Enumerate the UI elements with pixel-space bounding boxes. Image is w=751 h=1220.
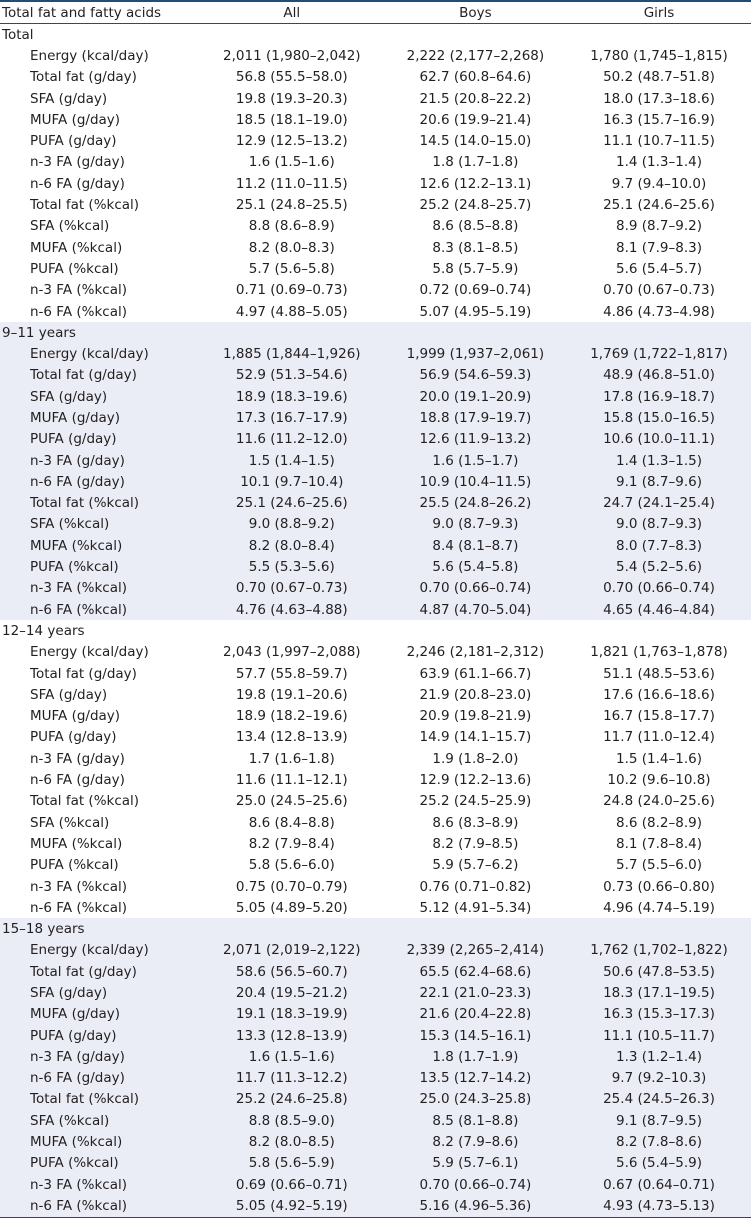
cell-girls: 1,769 (1,722–1,817): [590, 346, 728, 363]
cell-boys: 63.9 (61.1–66.7): [419, 665, 532, 682]
row-label: PUFA (%kcal): [30, 260, 119, 277]
row-label: SFA (%kcal): [30, 814, 110, 831]
row-label: n-6 FA (g/day): [30, 175, 125, 192]
cell-boys: 25.0 (24.3–25.8): [419, 1091, 532, 1108]
table-row: [0, 642, 751, 663]
section-title-row: [0, 322, 751, 343]
cell-girls: 1.3 (1.2–1.4): [615, 1048, 702, 1065]
cell-boys: 8.6 (8.3–8.9): [432, 814, 519, 831]
cell-all: 25.0 (24.5–25.6): [235, 793, 348, 810]
cell-girls: 18.0 (17.3–18.6): [603, 90, 715, 107]
row-label: MUFA (g/day): [30, 111, 121, 128]
table-row: [0, 109, 751, 130]
cell-girls: 5.4 (5.2–5.6): [615, 559, 702, 576]
cell-all: 1.5 (1.4–1.5): [248, 452, 335, 469]
row-label: SFA (%kcal): [30, 218, 110, 235]
row-label: n-3 FA (%kcal): [30, 878, 127, 895]
row-label: MUFA (g/day): [30, 1006, 121, 1023]
row-label: n-6 FA (%kcal): [30, 899, 127, 916]
table-row: [0, 791, 751, 812]
cell-boys: 1.9 (1.8–2.0): [432, 750, 519, 767]
table-header: [0, 0, 751, 24]
table-row: [0, 578, 751, 599]
cell-boys: 5.07 (4.95–5.19): [419, 303, 532, 320]
row-label: n-3 FA (g/day): [30, 154, 125, 171]
table-row: [0, 769, 751, 790]
section-title: 9–11 years: [2, 324, 76, 341]
cell-boys: 22.1 (21.0–23.3): [419, 985, 532, 1001]
table-row: [0, 663, 751, 684]
row-label: PUFA (g/day): [30, 729, 117, 746]
cell-girls: 0.67 (0.64–0.71): [603, 1176, 715, 1193]
table-row: [0, 216, 751, 237]
cell-all: 8.2 (8.0–8.4): [248, 537, 335, 554]
cell-boys: 20.6 (19.9–21.4): [419, 111, 532, 128]
table-row: [0, 343, 751, 364]
table-row: [0, 450, 751, 471]
cell-boys: 8.5 (8.1–8.8): [432, 1112, 519, 1129]
cell-all: 13.3 (12.8–13.9): [235, 1027, 348, 1044]
cell-all: 0.75 (0.70–0.79): [235, 878, 348, 895]
table-row: [0, 386, 751, 407]
section-group: [0, 322, 751, 620]
cell-all: 5.05 (4.92–5.19): [235, 1197, 348, 1214]
section-title: 12–14 years: [2, 622, 85, 639]
cell-boys: 1.6 (1.5–1.7): [432, 452, 519, 469]
table-row: [0, 1068, 751, 1089]
table-row: [0, 556, 751, 577]
cell-girls: 16.3 (15.3–17.3): [603, 1006, 715, 1023]
table-row: [0, 1195, 751, 1216]
cell-all: 57.7 (55.8–59.7): [235, 665, 348, 682]
cell-girls: 4.93 (4.73–5.13): [603, 1197, 715, 1214]
cell-girls: 25.1 (24.6–25.6): [603, 197, 715, 214]
table-row: [0, 599, 751, 620]
row-label: MUFA (g/day): [30, 409, 121, 426]
table-row: [0, 727, 751, 748]
cell-all: 18.9 (18.3–19.6): [235, 388, 348, 405]
cell-boys: 8.6 (8.5–8.8): [432, 218, 519, 235]
cell-boys: 12.9 (12.2–13.6): [419, 772, 532, 789]
section-group: [0, 620, 751, 918]
row-label: SFA (g/day): [30, 90, 108, 107]
cell-all: 13.4 (12.8–13.9): [235, 729, 348, 746]
cell-all: 2,043 (1,997–2,088): [223, 644, 361, 661]
cell-girls: 5.7 (5.5–6.0): [615, 857, 702, 874]
cell-boys: 15.3 (14.5–16.1): [419, 1027, 532, 1044]
table-row: [0, 1153, 751, 1174]
row-label: n-3 FA (g/day): [30, 1048, 125, 1065]
row-label: PUFA (%kcal): [30, 559, 119, 576]
row-label: n-6 FA (%kcal): [30, 303, 127, 320]
row-label: SFA (g/day): [30, 388, 108, 405]
cell-boys: 65.5 (62.4–68.6): [419, 963, 532, 980]
cell-boys: 1.8 (1.7–1.8): [432, 154, 519, 171]
row-label: Total fat (%kcal): [30, 1091, 140, 1108]
cell-boys: 25.2 (24.5–25.9): [419, 793, 532, 810]
cell-boys: 20.9 (19.8–21.9): [419, 708, 532, 725]
cell-all: 11.7 (11.3–12.2): [235, 1070, 348, 1087]
table-row: [0, 67, 751, 88]
table-row: [0, 130, 751, 151]
cell-boys: 62.7 (60.8–64.6): [419, 69, 532, 86]
cell-all: 18.5 (18.1–19.0): [235, 111, 348, 128]
row-label: PUFA (g/day): [30, 431, 117, 448]
table-row: [0, 897, 751, 918]
cell-girls: 8.1 (7.8–8.4): [615, 835, 702, 852]
section-group: [0, 918, 751, 1217]
cell-all: 9.0 (8.8–9.2): [248, 516, 335, 533]
row-label: n-3 FA (%kcal): [30, 580, 127, 597]
cell-girls: 8.0 (7.7–8.3): [615, 537, 702, 554]
cell-girls: 9.7 (9.4–10.0): [611, 175, 707, 192]
table-row: [0, 471, 751, 492]
cell-girls: 5.6 (5.4–5.7): [615, 260, 702, 277]
cell-girls: 9.1 (8.7–9.5): [615, 1112, 702, 1129]
section-title-row: [0, 918, 751, 939]
cell-girls: 16.7 (15.8–17.7): [603, 708, 715, 725]
cell-all: 25.2 (24.6–25.8): [235, 1091, 348, 1108]
cell-all: 8.2 (7.9–8.4): [248, 835, 335, 852]
cell-all: 56.8 (55.5–58.0): [235, 69, 348, 86]
cell-all: 5.8 (5.6–5.9): [248, 1155, 335, 1172]
cell-girls: 17.8 (16.9–18.7): [603, 388, 715, 405]
row-label: PUFA (g/day): [30, 1027, 117, 1044]
cell-girls: 0.73 (0.66–0.80): [603, 878, 715, 895]
table-row: [0, 982, 751, 1003]
cell-boys: 1,999 (1,937–2,061): [406, 346, 545, 363]
row-label: PUFA (%kcal): [30, 857, 119, 874]
row-label: Energy (kcal/day): [30, 47, 149, 64]
cell-girls: 1.4 (1.3–1.4): [615, 154, 702, 171]
cell-all: 5.8 (5.6–6.0): [248, 857, 335, 874]
cell-girls: 25.4 (24.5–26.3): [603, 1091, 715, 1108]
row-label: Total fat (%kcal): [30, 495, 140, 512]
cell-all: 1,885 (1,844–1,926): [223, 346, 361, 363]
row-label: SFA (g/day): [30, 686, 108, 703]
table-row: [0, 173, 751, 194]
row-label: PUFA (%kcal): [30, 1155, 119, 1172]
table-row: [0, 812, 751, 833]
row-label: Total fat (g/day): [30, 367, 137, 384]
table-row: [0, 1131, 751, 1152]
cell-boys: 8.2 (7.9–8.5): [432, 835, 519, 852]
table-row: [0, 152, 751, 173]
table-row: [0, 237, 751, 258]
cell-all: 19.1 (18.3–19.9): [235, 1006, 348, 1023]
section-title: Total: [2, 26, 34, 43]
row-label: n-3 FA (%kcal): [30, 1176, 127, 1193]
cell-girls: 9.1 (8.7–9.6): [615, 473, 702, 490]
cell-girls: 50.6 (47.8–53.5): [603, 963, 715, 980]
cell-boys: 21.9 (20.8–23.0): [419, 686, 532, 703]
cell-girls: 8.9 (8.7–9.2): [615, 218, 702, 235]
cell-boys: 5.9 (5.7–6.1): [432, 1155, 519, 1172]
cell-girls: 11.1 (10.7–11.5): [603, 133, 715, 150]
cell-girls: 8.1 (7.9–8.3): [615, 239, 702, 256]
row-label: Energy (kcal/day): [30, 346, 149, 363]
cell-girls: 11.1 (10.5–11.7): [603, 1027, 715, 1044]
cell-all: 1.6 (1.5–1.6): [248, 154, 335, 171]
row-label: n-6 FA (%kcal): [30, 1197, 127, 1214]
cell-boys: 4.87 (4.70–5.04): [419, 601, 532, 618]
table-row: [0, 1004, 751, 1025]
cell-boys: 10.9 (10.4–11.5): [419, 473, 532, 490]
cell-all: 17.3 (16.7–17.9): [235, 409, 348, 426]
table-body: [0, 24, 751, 1218]
cell-boys: 5.6 (5.4–5.8): [432, 559, 519, 576]
cell-boys: 0.72 (0.69–0.74): [419, 282, 532, 299]
cell-all: 25.1 (24.8–25.5): [235, 197, 348, 214]
cell-all: 4.97 (4.88–5.05): [235, 303, 348, 320]
cell-girls: 51.1 (48.5–53.6): [603, 665, 715, 682]
cell-girls: 24.7 (24.1–25.4): [603, 495, 715, 512]
cell-girls: 9.0 (8.7–9.3): [615, 516, 702, 533]
table-row: [0, 1089, 751, 1110]
table-row: [0, 88, 751, 109]
cell-all: 1.6 (1.5–1.6): [248, 1048, 335, 1065]
cell-girls: 1,780 (1,745–1,815): [590, 47, 728, 64]
table-row: [0, 194, 751, 215]
table-row: [0, 833, 751, 854]
table-row: [0, 1110, 751, 1131]
cell-boys: 0.76 (0.71–0.82): [419, 878, 532, 895]
row-label: n-6 FA (g/day): [30, 473, 125, 490]
cell-girls: 0.70 (0.67–0.73): [603, 282, 715, 299]
cell-all: 0.69 (0.66–0.71): [235, 1176, 348, 1193]
row-label: Total fat (g/day): [30, 963, 137, 980]
cell-boys: 13.5 (12.7–14.2): [419, 1070, 532, 1087]
row-label: MUFA (%kcal): [30, 537, 123, 554]
row-label: MUFA (%kcal): [30, 239, 123, 256]
cell-all: 19.8 (19.1–20.6): [235, 686, 348, 703]
table-row: [0, 535, 751, 556]
header-all: All: [283, 4, 301, 21]
row-label: SFA (%kcal): [30, 516, 110, 533]
cell-boys: 20.0 (19.1–20.9): [419, 388, 532, 405]
table-row: [0, 365, 751, 386]
table-row: [0, 280, 751, 301]
row-label: n-3 FA (%kcal): [30, 282, 127, 299]
cell-boys: 56.9 (54.6–59.3): [419, 367, 532, 384]
cell-all: 19.8 (19.3–20.3): [235, 90, 348, 107]
row-label: MUFA (%kcal): [30, 1134, 123, 1151]
cell-all: 8.2 (8.0–8.3): [248, 239, 335, 256]
table-row: [0, 493, 751, 514]
cell-boys: 12.6 (11.9–13.2): [419, 431, 532, 448]
row-label: MUFA (g/day): [30, 708, 121, 725]
cell-girls: 8.6 (8.2–8.9): [615, 814, 702, 831]
cell-girls: 17.6 (16.6–18.6): [603, 686, 715, 703]
cell-all: 25.1 (24.6–25.6): [235, 495, 348, 512]
row-label: n-3 FA (g/day): [30, 452, 125, 469]
cell-all: 12.9 (12.5–13.2): [235, 133, 348, 150]
cell-girls: 16.3 (15.7–16.9): [603, 111, 715, 128]
table-row: [0, 855, 751, 876]
cell-all: 11.6 (11.1–12.1): [235, 772, 348, 789]
cell-all: 5.05 (4.89–5.20): [235, 899, 348, 916]
section-group: [0, 24, 751, 322]
row-label: Total fat (g/day): [30, 69, 137, 86]
cell-all: 11.6 (11.2–12.0): [235, 431, 348, 448]
row-label: Energy (kcal/day): [30, 942, 149, 959]
cell-girls: 4.65 (4.46–4.84): [603, 601, 715, 618]
table-row: [0, 45, 751, 66]
cell-boys: 1.8 (1.7–1.9): [432, 1048, 519, 1065]
table-row: [0, 514, 751, 535]
cell-boys: 0.70 (0.66–0.74): [419, 580, 532, 597]
cell-boys: 18.8 (17.9–19.7): [419, 409, 532, 426]
cell-boys: 14.5 (14.0–15.0): [419, 133, 532, 150]
cell-boys: 5.12 (4.91–5.34): [419, 899, 532, 916]
cell-all: 0.70 (0.67–0.73): [235, 580, 348, 597]
row-label: Total fat (g/day): [30, 665, 137, 682]
cell-girls: 8.2 (7.8–8.6): [615, 1134, 702, 1151]
header-boys: Boys: [459, 4, 492, 21]
cell-boys: 8.3 (8.1–8.5): [432, 239, 519, 256]
header-girls: Girls: [643, 4, 675, 21]
row-label: Energy (kcal/day): [30, 644, 149, 661]
cell-all: 52.9 (51.3–54.6): [235, 367, 348, 384]
cell-all: 8.2 (8.0–8.5): [248, 1134, 335, 1151]
table-row: [0, 1046, 751, 1067]
cell-boys: 5.9 (5.7–6.2): [432, 857, 519, 874]
table-row: [0, 876, 751, 897]
cell-all: 1.7 (1.6–1.8): [248, 750, 335, 767]
cell-girls: 15.8 (15.0–16.5): [603, 409, 715, 426]
cell-boys: 25.5 (24.8–26.2): [419, 495, 532, 512]
cell-all: 5.5 (5.3–5.6): [248, 559, 335, 576]
cell-boys: 12.6 (12.2–13.1): [419, 175, 532, 192]
cell-all: 10.1 (9.7–10.4): [240, 473, 344, 490]
cell-girls: 1.5 (1.4–1.6): [615, 750, 702, 767]
cell-girls: 9.7 (9.2–10.3): [611, 1070, 707, 1087]
row-label: MUFA (%kcal): [30, 835, 123, 852]
table-row: [0, 684, 751, 705]
row-label: n-6 FA (g/day): [30, 772, 125, 789]
cell-boys: 5.8 (5.7–5.9): [432, 260, 519, 277]
cell-girls: 10.2 (9.6–10.8): [607, 772, 711, 789]
row-label: PUFA (g/day): [30, 133, 117, 150]
table-row: [0, 407, 751, 428]
table-row: [0, 748, 751, 769]
row-label: n-6 FA (%kcal): [30, 601, 127, 618]
cell-all: 5.7 (5.6–5.8): [248, 260, 335, 277]
table-row: [0, 961, 751, 982]
cell-all: 20.4 (19.5–21.2): [235, 985, 348, 1001]
cell-all: 4.76 (4.63–4.88): [235, 601, 348, 618]
cell-girls: 4.96 (4.74–5.19): [603, 899, 715, 916]
table-row: [0, 429, 751, 450]
cell-boys: 21.5 (20.8–22.2): [419, 90, 532, 107]
row-label: n-3 FA (g/day): [30, 750, 125, 767]
section-title-row: [0, 620, 751, 641]
section-title: 15–18 years: [2, 921, 85, 938]
cell-all: 11.2 (11.0–11.5): [235, 175, 348, 192]
cell-girls: 1,821 (1,763–1,878): [590, 644, 728, 661]
cell-girls: 5.6 (5.4–5.9): [615, 1155, 702, 1172]
cell-boys: 2,246 (2,181–2,312): [406, 644, 545, 661]
table-row: [0, 940, 751, 961]
cell-boys: 25.2 (24.8–25.7): [419, 197, 532, 214]
cell-boys: 8.2 (7.9–8.6): [432, 1134, 519, 1151]
row-label: SFA (g/day): [30, 985, 108, 1001]
cell-girls: 1.4 (1.3–1.5): [615, 452, 702, 469]
row-label: Total fat (%kcal): [30, 793, 140, 810]
cell-boys: 0.70 (0.66–0.74): [419, 1176, 532, 1193]
cell-all: 58.6 (56.5–60.7): [235, 963, 348, 980]
cell-boys: 9.0 (8.7–9.3): [432, 516, 519, 533]
cell-boys: 2,222 (2,177–2,268): [406, 47, 545, 64]
cell-girls: 4.86 (4.73–4.98): [603, 303, 715, 320]
cell-all: 0.71 (0.69–0.73): [235, 282, 348, 299]
cell-boys: 14.9 (14.1–15.7): [419, 729, 532, 746]
row-label: Total fat (%kcal): [30, 197, 140, 214]
cell-all: 2,011 (1,980–2,042): [223, 47, 361, 64]
cell-all: 18.9 (18.2–19.6): [235, 708, 348, 725]
row-label: n-6 FA (g/day): [30, 1070, 125, 1087]
cell-girls: 10.6 (10.0–11.1): [603, 431, 715, 448]
cell-girls: 0.70 (0.66–0.74): [603, 580, 715, 597]
cell-girls: 24.8 (24.0–25.6): [603, 793, 715, 810]
table-row: [0, 258, 751, 279]
table-row: [0, 301, 751, 322]
table-row: [0, 1174, 751, 1195]
cell-boys: 8.4 (8.1–8.7): [432, 537, 519, 554]
cell-boys: 2,339 (2,265–2,414): [406, 942, 545, 959]
row-label: SFA (%kcal): [30, 1112, 110, 1129]
cell-boys: 5.16 (4.96–5.36): [419, 1197, 532, 1214]
cell-all: 8.8 (8.5–9.0): [248, 1112, 335, 1129]
cell-boys: 21.6 (20.4–22.8): [419, 1006, 532, 1023]
cell-girls: 48.9 (46.8–51.0): [603, 367, 715, 384]
cell-girls: 18.3 (17.1–19.5): [603, 985, 715, 1001]
cell-all: 8.8 (8.6–8.9): [248, 218, 335, 235]
cell-girls: 50.2 (48.7–51.8): [603, 69, 715, 86]
header-label-column: Total fat and fatty acids: [2, 4, 162, 21]
table-row: [0, 1025, 751, 1046]
cell-girls: 11.7 (11.0–12.4): [603, 729, 715, 746]
cell-all: 2,071 (2,019–2,122): [223, 942, 361, 959]
cell-girls: 1,762 (1,702–1,822): [590, 942, 728, 959]
table-row: [0, 706, 751, 727]
cell-all: 8.6 (8.4–8.8): [248, 814, 335, 831]
section-title-row: [0, 24, 751, 45]
